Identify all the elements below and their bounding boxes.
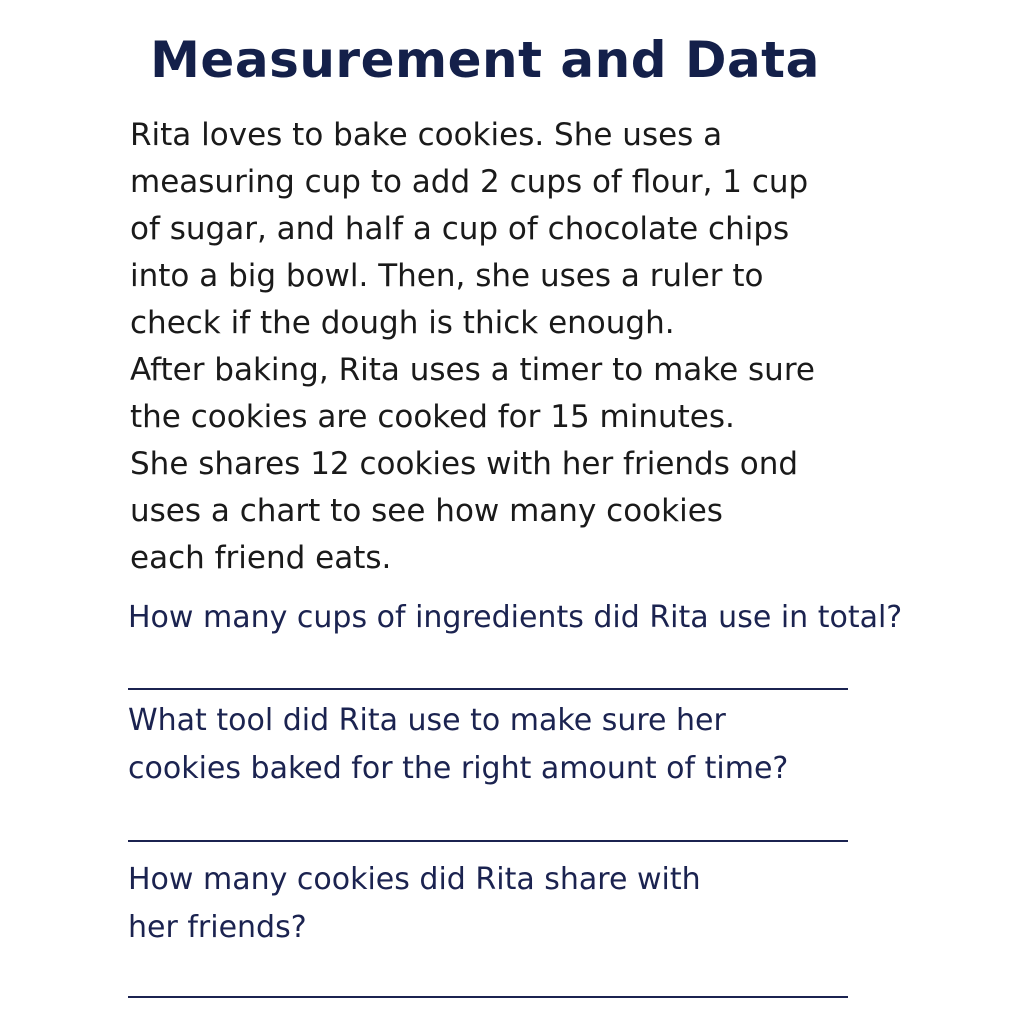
question-2 [128,697,988,793]
question-3 [128,856,988,952]
story-line: uses a chart to see how many cookies [130,493,723,529]
story-line: measuring cup to add 2 cups of flour, 1 cup [130,164,809,200]
answer-line-3[interactable] [128,996,848,998]
question-3-text: How many cookies did Rita share with [128,862,701,897]
story-line: the cookies are cooked for 15 minutes. [130,399,735,435]
story-line: each friend eats. [130,540,392,576]
question-3-text: her friends? [128,910,307,945]
page-title: Measurement and Data [150,31,820,89]
answer-line-2[interactable] [128,840,848,842]
answer-line-1[interactable] [128,688,848,690]
story-line: of sugar, and half a cup of chocolate chips [130,211,790,247]
story-line: She shares 12 cookies with her friends ond [130,446,799,482]
story-line: into a big bowl. Then, she uses a ruler to [130,258,764,294]
story-line: Rita loves to bake cookies. She uses a [130,117,723,153]
question-1-text: How many cups of ingredients did Rita use in total? [128,600,903,635]
story-line: check if the dough is thick enough. [130,305,675,341]
story-line: After baking, Rita uses a timer to make sure [130,352,815,388]
question-2-text: cookies baked for the right amount of time? [128,751,789,786]
question-2-text: What tool did Rita use to make sure her [128,703,726,738]
story-paragraph [130,112,950,582]
question-1 [128,594,988,642]
